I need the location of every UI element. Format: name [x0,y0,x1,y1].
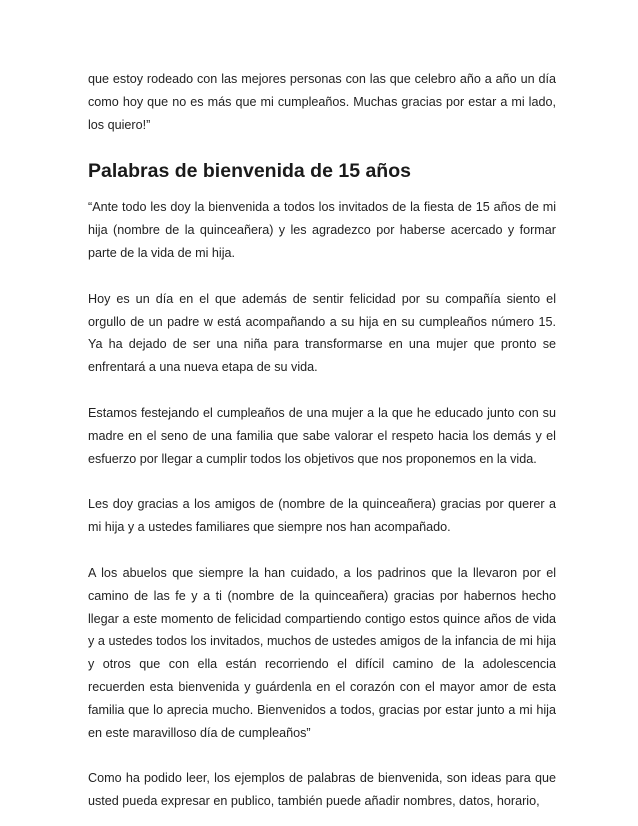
body-paragraph: Como ha podido leer, los ejemplos de palabras de bienvenida, son ideas para que usted pueda expresar en publico, también puede añadir nombres, datos, horario, [88,771,556,809]
body-paragraph: “Ante todo les doy la bienvenida a todos los invitados de la fiesta de 15 años de mi hija (nombre de la quinceañera) y les agradezco por haberse acercado y formar parte de la vida de mi hija. [88,200,556,260]
document-page [88,68,556,813]
body-paragraph: Estamos festejando el cumpleaños de una mujer a la que he educado junto con su madre en el seno de una familia que sabe valorar el respeto hacia los demás y el esfuerzo por llegar a cumplir todos los objetivos que nos proponemos en la vida. [88,405,556,466]
intro-paragraph: que estoy rodeado con las mejores personas con las que celebro año a año un día como hoy que no es más que mi cumpleaños. Muchas gracias por estar a mi lado, los quiero!” [88,72,556,132]
body-paragraph: A los abuelos que siempre la han cuidado, a los padrinos que la llevaron por el camino de las fe y a ti (nombre de la quinceañera) gracias por habernos hecho llegar a este momento de felicidad compartiendo contigo estos quince años de vida y a ustedes todos los invitados, muchos de ustedes amigos de la infancia de mi hija y otros que con ella están recorriendo el difícil camino de la adolescencia recuerden esta bienvenida y guárdenla en el corazón con el mayor amor de esta familia que lo aprecia mucho. Bienvenidos a todos, gracias por estar junto a mi hija en este maravilloso día de cumpleaños” [88,565,556,740]
section-heading: Palabras de bienvenida de 15 años [88,160,411,183]
body-paragraph: Hoy es un día en el que además de sentir felicidad por su compañía siento el orgullo de un padre w está acompañando a su hija en su cumpleaños número 15. Ya ha dejado de ser una niña para transformarse en una mujer que pronto se enfrentará a una nueva etapa de su vida. [88,291,556,375]
body-paragraph: Les doy gracias a los amigos de (nombre de la quinceañera) gracias por querer a mi hija y a ustedes familiares que siempre nos han acompañado. [88,497,556,535]
